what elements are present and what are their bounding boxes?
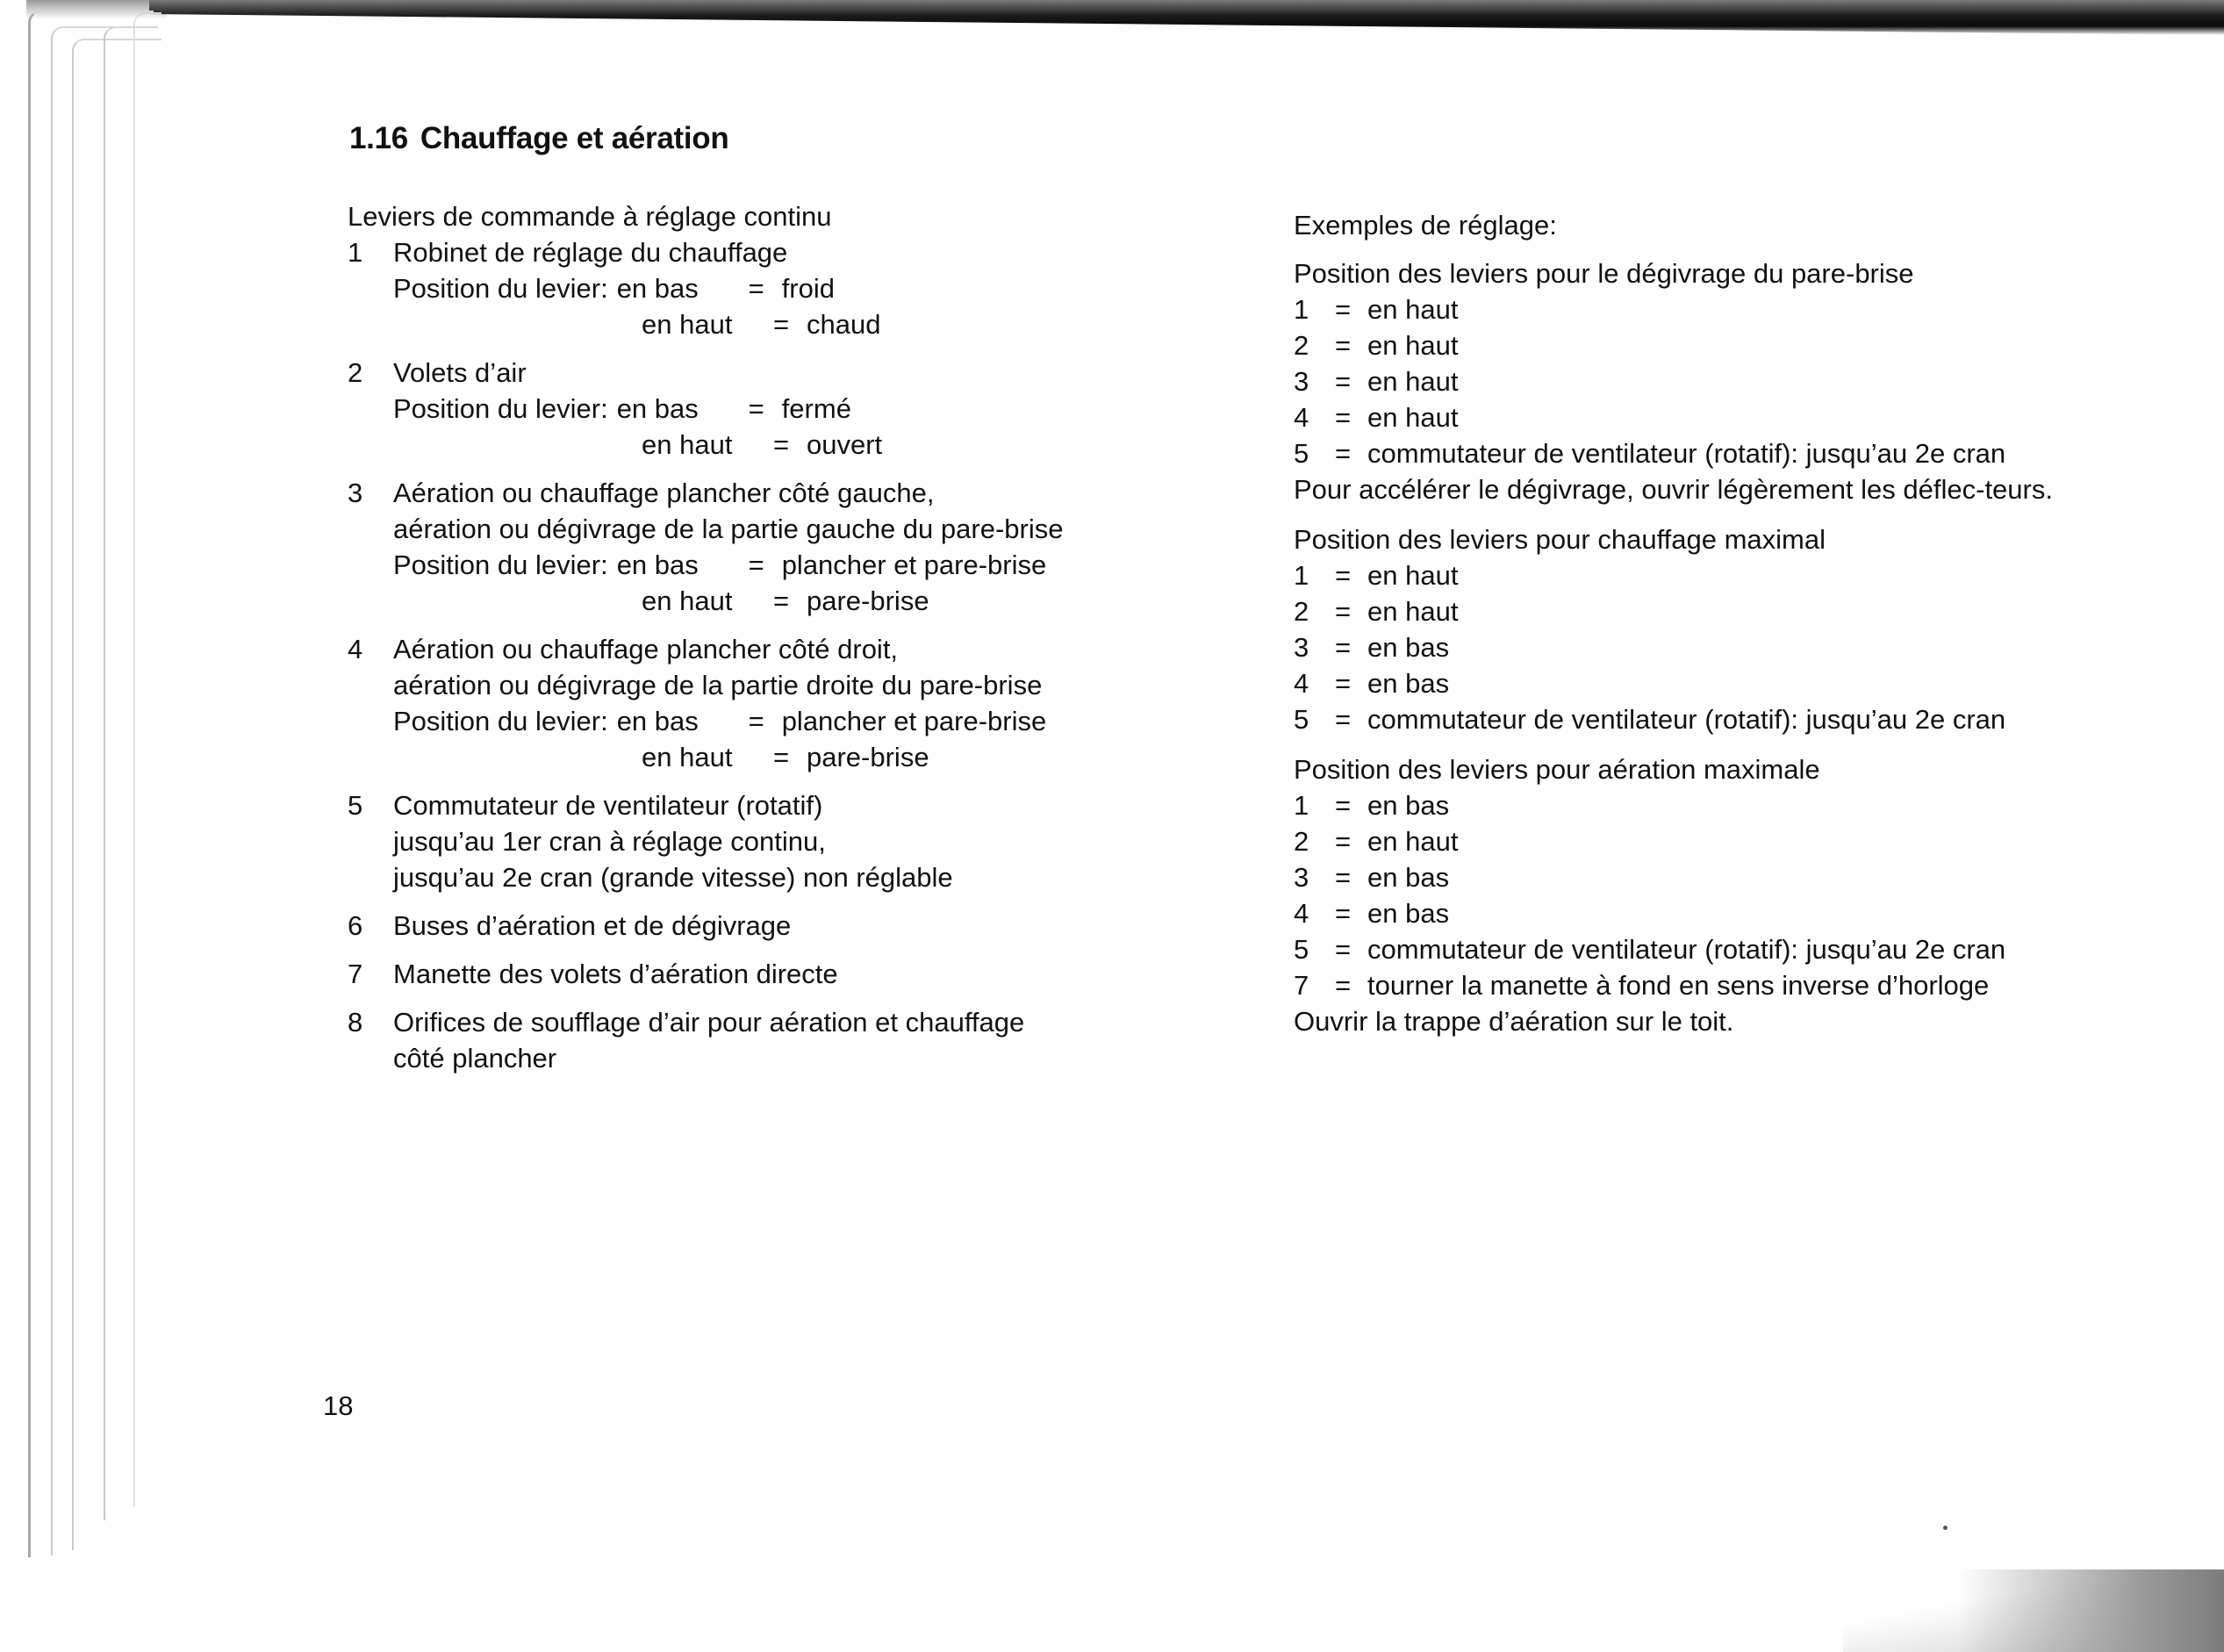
control-description-line: côté plancher <box>393 1043 557 1074</box>
equals-sign: = <box>772 742 790 772</box>
lever-position-value: plancher et pare-brise <box>781 549 1047 580</box>
setting-row <box>1294 435 2154 471</box>
lever-position-row <box>393 739 1208 775</box>
setting-value: en haut <box>1367 402 1459 433</box>
settings-group-title: Position des leviers pour chauffage maximal <box>1294 524 1826 555</box>
scan-shadow-bottom-right <box>1957 1569 2224 1652</box>
control-number: 8 <box>348 1007 363 1038</box>
controls-list <box>348 234 1208 1076</box>
setting-value: commutateur de ventilateur (rotatif): jusqu’au 2e cran <box>1367 934 2006 965</box>
setting-row <box>1294 895 2154 931</box>
control-number: 1 <box>348 237 363 268</box>
setting-value: en haut <box>1367 560 1459 591</box>
setting-lever-number: 5 <box>1294 934 1309 965</box>
setting-row <box>1294 859 2154 895</box>
setting-lever-number: 1 <box>1294 294 1309 325</box>
setting-lever-number: 3 <box>1294 632 1309 663</box>
setting-lever-number: 4 <box>1294 402 1309 433</box>
settings-group <box>1294 255 2154 507</box>
settings-note: Ouvrir la trappe d’aération sur le toit. <box>1294 1006 1734 1037</box>
control-description-line: Aération ou chauffage plancher côté droit, <box>393 634 899 664</box>
setting-value: en haut <box>1367 366 1459 397</box>
control-description-line: Robinet de réglage du chauffage <box>393 237 788 268</box>
equals-sign: = <box>1334 898 1352 929</box>
control-item <box>348 1004 1208 1076</box>
setting-value: commutateur de ventilateur (rotatif): jusqu’au 2e cran <box>1367 438 2006 469</box>
control-number: 3 <box>348 478 363 508</box>
control-description-line: Commutateur de ventilateur (rotatif) <box>393 790 823 821</box>
setting-row <box>1294 557 2154 593</box>
control-description-line: aération ou dégivrage de la partie droite du pare-brise <box>393 670 1043 700</box>
control-description-line: Volets d’air <box>393 357 527 388</box>
settings-group-title: Position des leviers pour le dégivrage du pare-brise <box>1294 258 1914 289</box>
control-number: 5 <box>348 790 363 821</box>
equals-sign: = <box>1334 438 1352 469</box>
equals-sign: = <box>1334 596 1352 627</box>
settings-note: Pour accélérer le dégivrage, ouvrir légèrement les déflec-teurs. <box>1294 474 2053 505</box>
equals-sign: = <box>748 273 764 304</box>
setting-lever-number: 2 <box>1294 826 1309 857</box>
setting-row <box>1294 629 2154 665</box>
control-item <box>348 631 1208 775</box>
lever-position-key: en haut <box>642 742 733 772</box>
equals-sign: = <box>1334 862 1352 893</box>
setting-value: en bas <box>1367 898 1450 929</box>
equals-sign: = <box>1334 632 1352 663</box>
lever-position-key: en bas <box>616 549 699 580</box>
settings-group <box>1294 751 2154 1039</box>
equals-sign: = <box>1334 704 1352 735</box>
control-item <box>348 234 1208 342</box>
control-description-line: Manette des volets d’aération directe <box>393 959 838 989</box>
lever-position-value: plancher et pare-brise <box>781 706 1047 736</box>
setting-value: commutateur de ventilateur (rotatif): jusqu’au 2e cran <box>1367 704 2006 735</box>
lever-position-key: en haut <box>642 309 733 340</box>
control-number: 6 <box>348 910 363 941</box>
lever-position-label: Position du levier: <box>393 393 608 424</box>
control-description-line: jusqu’au 1er cran à réglage continu, <box>393 826 826 857</box>
setting-lever-number: 4 <box>1294 668 1309 699</box>
lever-position-label: Position du levier: <box>393 549 608 580</box>
lever-position-value: chaud <box>807 309 881 340</box>
equals-sign: = <box>1334 934 1352 965</box>
lever-position-key: en haut <box>642 429 733 460</box>
lever-position-row <box>393 427 1208 463</box>
equals-sign: = <box>1334 826 1352 857</box>
setting-value: en bas <box>1367 632 1450 663</box>
setting-lever-number: 5 <box>1294 704 1309 735</box>
setting-row <box>1294 291 2154 327</box>
dust-speck <box>1943 1526 1948 1530</box>
setting-lever-number: 1 <box>1294 790 1309 821</box>
page-number: 18 <box>323 1390 354 1421</box>
setting-value: en haut <box>1367 826 1459 857</box>
page-edge <box>133 12 161 1506</box>
scan-shadow-top <box>149 0 2224 35</box>
control-number: 7 <box>348 959 363 989</box>
equals-sign: = <box>1334 560 1352 591</box>
equals-sign: = <box>1334 668 1352 699</box>
equals-sign: = <box>1334 970 1352 1001</box>
lever-position-label: Position du levier: <box>393 273 608 304</box>
lever-position-row <box>393 270 1208 306</box>
control-number: 2 <box>348 357 363 388</box>
section-title-text: Chauffage et aération <box>420 121 729 155</box>
equals-sign: = <box>748 706 764 736</box>
lever-position-row <box>393 583 1208 619</box>
setting-value: en haut <box>1367 330 1459 361</box>
setting-row <box>1294 967 2154 1003</box>
setting-row <box>1294 399 2154 435</box>
lever-position-row <box>393 391 1208 427</box>
lever-position-value: ouvert <box>807 429 883 460</box>
control-description-line: Aération ou chauffage plancher côté gauche, <box>393 478 935 508</box>
setting-row <box>1294 701 2154 737</box>
equals-sign: = <box>772 585 790 616</box>
examples-heading: Exemples de réglage: <box>1294 210 1557 241</box>
setting-value: en bas <box>1367 790 1450 821</box>
setting-row <box>1294 327 2154 363</box>
controls-intro: Leviers de commande à réglage continu <box>348 201 832 232</box>
setting-lever-number: 3 <box>1294 366 1309 397</box>
setting-row <box>1294 787 2154 823</box>
setting-lever-number: 7 <box>1294 970 1309 1001</box>
control-item <box>348 475 1208 619</box>
equals-sign: = <box>1334 330 1352 361</box>
examples-list <box>1294 255 2154 1039</box>
equals-sign: = <box>1334 402 1352 433</box>
lever-position-key: en bas <box>616 273 699 304</box>
control-item <box>348 787 1208 895</box>
setting-row <box>1294 931 2154 967</box>
section-title <box>349 121 728 156</box>
control-description-line: jusqu’au 2e cran (grande vitesse) non réglable <box>393 862 953 893</box>
lever-position-key: en bas <box>616 393 699 424</box>
control-item <box>348 355 1208 463</box>
setting-row <box>1294 823 2154 859</box>
setting-lever-number: 2 <box>1294 596 1309 627</box>
setting-lever-number: 4 <box>1294 898 1309 929</box>
lever-position-value: pare-brise <box>807 585 929 616</box>
lever-position-row <box>393 547 1208 583</box>
lever-position-label: Position du levier: <box>393 706 608 736</box>
lever-position-row <box>393 703 1208 739</box>
setting-row <box>1294 593 2154 629</box>
setting-row <box>1294 665 2154 701</box>
lever-position-key: en haut <box>642 585 733 616</box>
equals-sign: = <box>748 393 764 424</box>
control-description-line: Buses d’aération et de dégivrage <box>393 910 792 941</box>
control-item <box>348 908 1208 944</box>
controls-description <box>348 198 1208 1088</box>
lever-position-key: en bas <box>616 706 699 736</box>
equals-sign: = <box>772 429 790 460</box>
control-description-line: Orifices de soufflage d’air pour aération et chauffage <box>393 1007 1025 1038</box>
setting-lever-number: 2 <box>1294 330 1309 361</box>
equals-sign: = <box>748 549 764 580</box>
section-number: 1.16 <box>349 121 408 155</box>
settings-group-title: Position des leviers pour aération maximale <box>1294 754 1820 785</box>
control-number: 4 <box>348 634 363 664</box>
lever-position-row <box>393 306 1208 342</box>
setting-value: en haut <box>1367 294 1459 325</box>
setting-lever-number: 5 <box>1294 438 1309 469</box>
control-description-line: aération ou dégivrage de la partie gauche du pare-brise <box>393 514 1064 544</box>
settings-group <box>1294 521 2154 737</box>
lever-position-value: froid <box>781 273 835 304</box>
setting-value: tourner la manette à fond en sens inverse d’horloge <box>1367 970 1990 1001</box>
setting-row <box>1294 363 2154 399</box>
lever-position-value: pare-brise <box>807 742 929 772</box>
setting-value: en haut <box>1367 596 1459 627</box>
equals-sign: = <box>1334 790 1352 821</box>
equals-sign: = <box>1334 294 1352 325</box>
lever-position-value: fermé <box>781 393 851 424</box>
control-item <box>348 956 1208 992</box>
setting-lever-number: 1 <box>1294 560 1309 591</box>
setting-value: en bas <box>1367 862 1450 893</box>
equals-sign: = <box>1334 366 1352 397</box>
setting-lever-number: 3 <box>1294 862 1309 893</box>
equals-sign: = <box>772 309 790 340</box>
settings-examples <box>1294 207 2154 1053</box>
setting-value: en bas <box>1367 668 1450 699</box>
